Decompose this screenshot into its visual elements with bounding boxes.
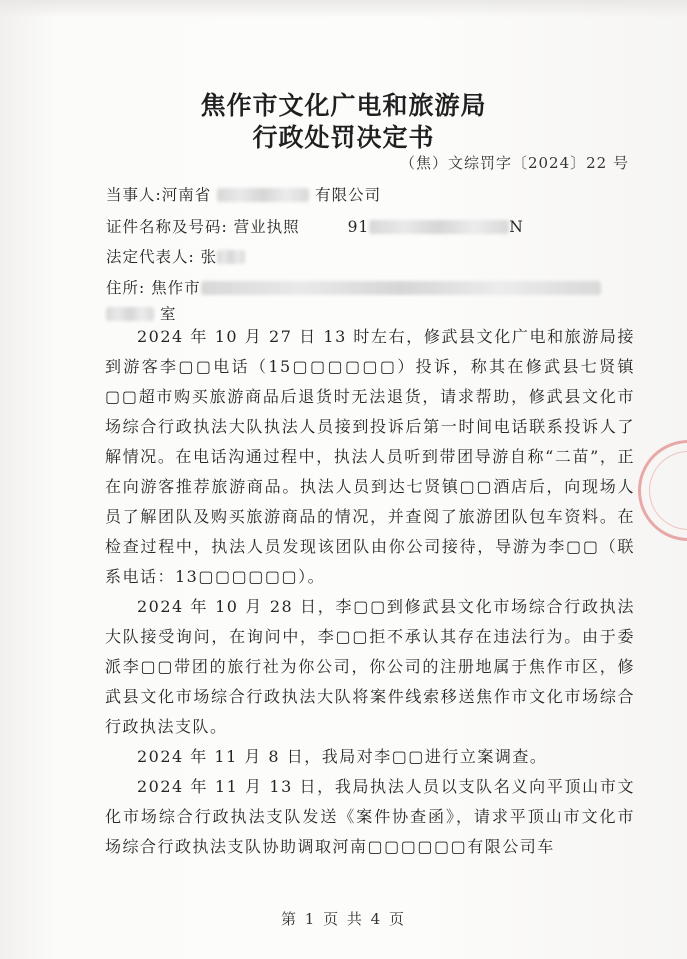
page-number: 第 1 页 共 4 页	[281, 910, 406, 928]
body-text	[105, 322, 635, 862]
paragraph-2: 2024 年 10 月 28 日，李▢▢到修武县文化市场综合行政执法大队接受询问，在询问中，李▢▢拒不承认其存在违法行为。由于委派李▢▢带团的旅行社为你公司，你公司的注册地属于焦作市区，修武县文化市场综合行政执法大队将案件线索移送焦作市文化市场综合行政执法支队。	[105, 597, 635, 736]
license-label: 证件名称及号码:	[106, 218, 228, 236]
license-line	[106, 215, 524, 237]
redacted-block	[369, 220, 509, 234]
address-line2	[106, 302, 176, 324]
license-suffix: N	[509, 218, 524, 236]
address-line	[106, 276, 601, 298]
paragraph-3: 2024 年 11 月 8 日，我局对李▢▢进行立案调查。	[137, 747, 548, 766]
seal-inner-ring	[649, 451, 687, 530]
redacted-block	[217, 188, 309, 202]
paragraph-1: 2024 年 10 月 27 日 13 时左右，修武县文化广电和旅游局接到游客李▢▢电话（15▢▢▢▢▢▢）投诉，称其在修武县七贤镇▢▢超市购买旅游商品后退货时无法退货，请求帮助，修武县文化市场综合行政执法大队执法人员接到投诉后第一时间电话联系投诉人了解情况。在电话沟通过程中，执法人员听到带团导游自称“二苗”，正在向游客推荐旅游商品。执法人员到达七贤镇▢▢酒店后，向现场人员了解团队及购买旅游商品的情况，并查阅了旅游团队包车资料。在检查过程中，执法人员发现该团队由你公司接待，导游为李▢▢（联系电话：13▢▢▢▢▢▢）。	[105, 327, 635, 586]
address-prefix: 焦作市	[151, 279, 201, 297]
party-line	[106, 183, 381, 205]
party-suffix: 有限公司	[315, 186, 382, 204]
address-line2-text: 室	[159, 305, 177, 323]
official-seal	[638, 440, 687, 541]
document-number: （焦）文综罚字〔2024〕22 号	[399, 154, 629, 172]
redacted-block	[201, 281, 601, 295]
rep-name: 张	[200, 248, 218, 266]
license-type: 营业执照	[233, 218, 300, 236]
rep-line	[106, 245, 245, 267]
redacted-block	[106, 307, 154, 321]
top-shadow	[0, 0, 687, 18]
paragraph-4: 2024 年 11 月 13 日，我局执法人员以支队名义向平顶山市文化市场综合行政执法支队发送《案件协查函》，请求平顶山市文化市场综合行政执法支队协助调取河南▢▢▢▢▢▢有限公司车	[105, 777, 635, 856]
document-title-line2: 行政处罚决定书	[252, 123, 435, 152]
party-label: 当事人:	[106, 186, 162, 204]
address-label: 住所:	[106, 279, 146, 297]
document-title-line1: 焦作市文化广电和旅游局	[200, 91, 487, 120]
party-prefix: 河南省	[161, 186, 212, 204]
license-prefix: 91	[347, 218, 370, 236]
rep-label: 法定代表人:	[106, 248, 195, 266]
redacted-block	[217, 250, 245, 264]
